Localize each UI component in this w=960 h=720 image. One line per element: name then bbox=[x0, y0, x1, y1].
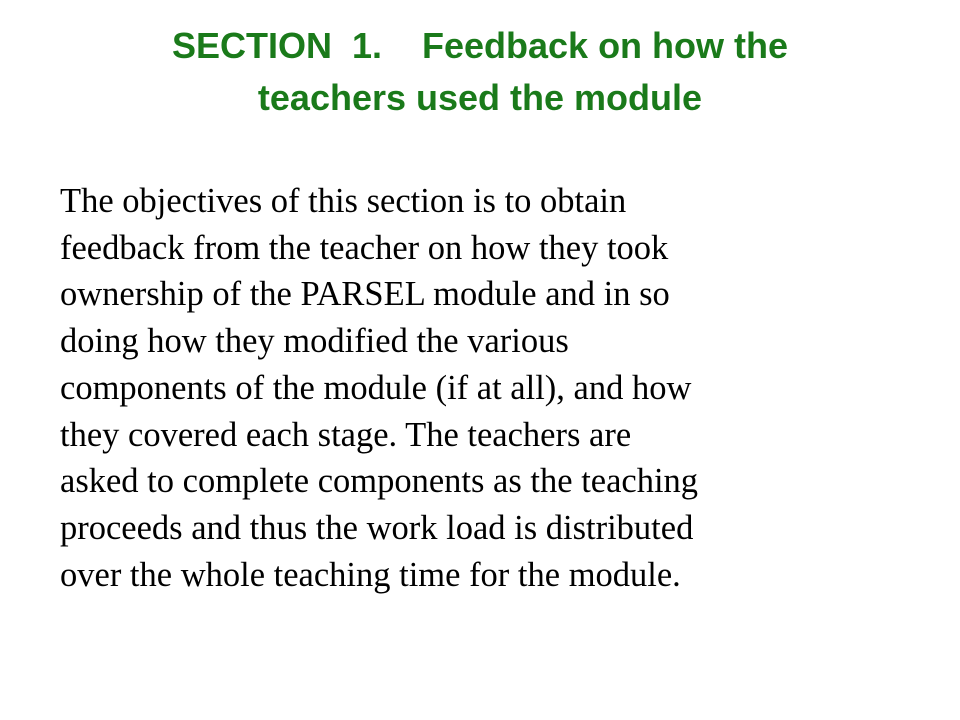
body-line-7: asked to complete components as the teaching bbox=[60, 462, 699, 501]
body-line-9: over the whole teaching time for the module. bbox=[60, 555, 681, 594]
body-line-8: proceeds and thus the work load is distributed bbox=[60, 508, 694, 547]
slide-body-paragraph bbox=[60, 178, 920, 598]
body-line-1: The objectives of this section is to obtain bbox=[60, 182, 627, 220]
body-line-5: components of the module (if at all), and how bbox=[60, 368, 692, 407]
body-line-4: doing how they modified the various bbox=[60, 322, 569, 361]
body-line-6: they covered each stage. The teachers are bbox=[60, 415, 632, 454]
body-line-3: ownership of the PARSEL module and in so bbox=[60, 275, 670, 314]
slide-title bbox=[40, 20, 920, 124]
slide-title-line-2: teachers used the module bbox=[257, 77, 703, 118]
body-line-2: feedback from the teacher on how they took bbox=[60, 228, 669, 267]
slide-title-line-1: SECTION 1. Feedback on how the bbox=[171, 25, 789, 66]
